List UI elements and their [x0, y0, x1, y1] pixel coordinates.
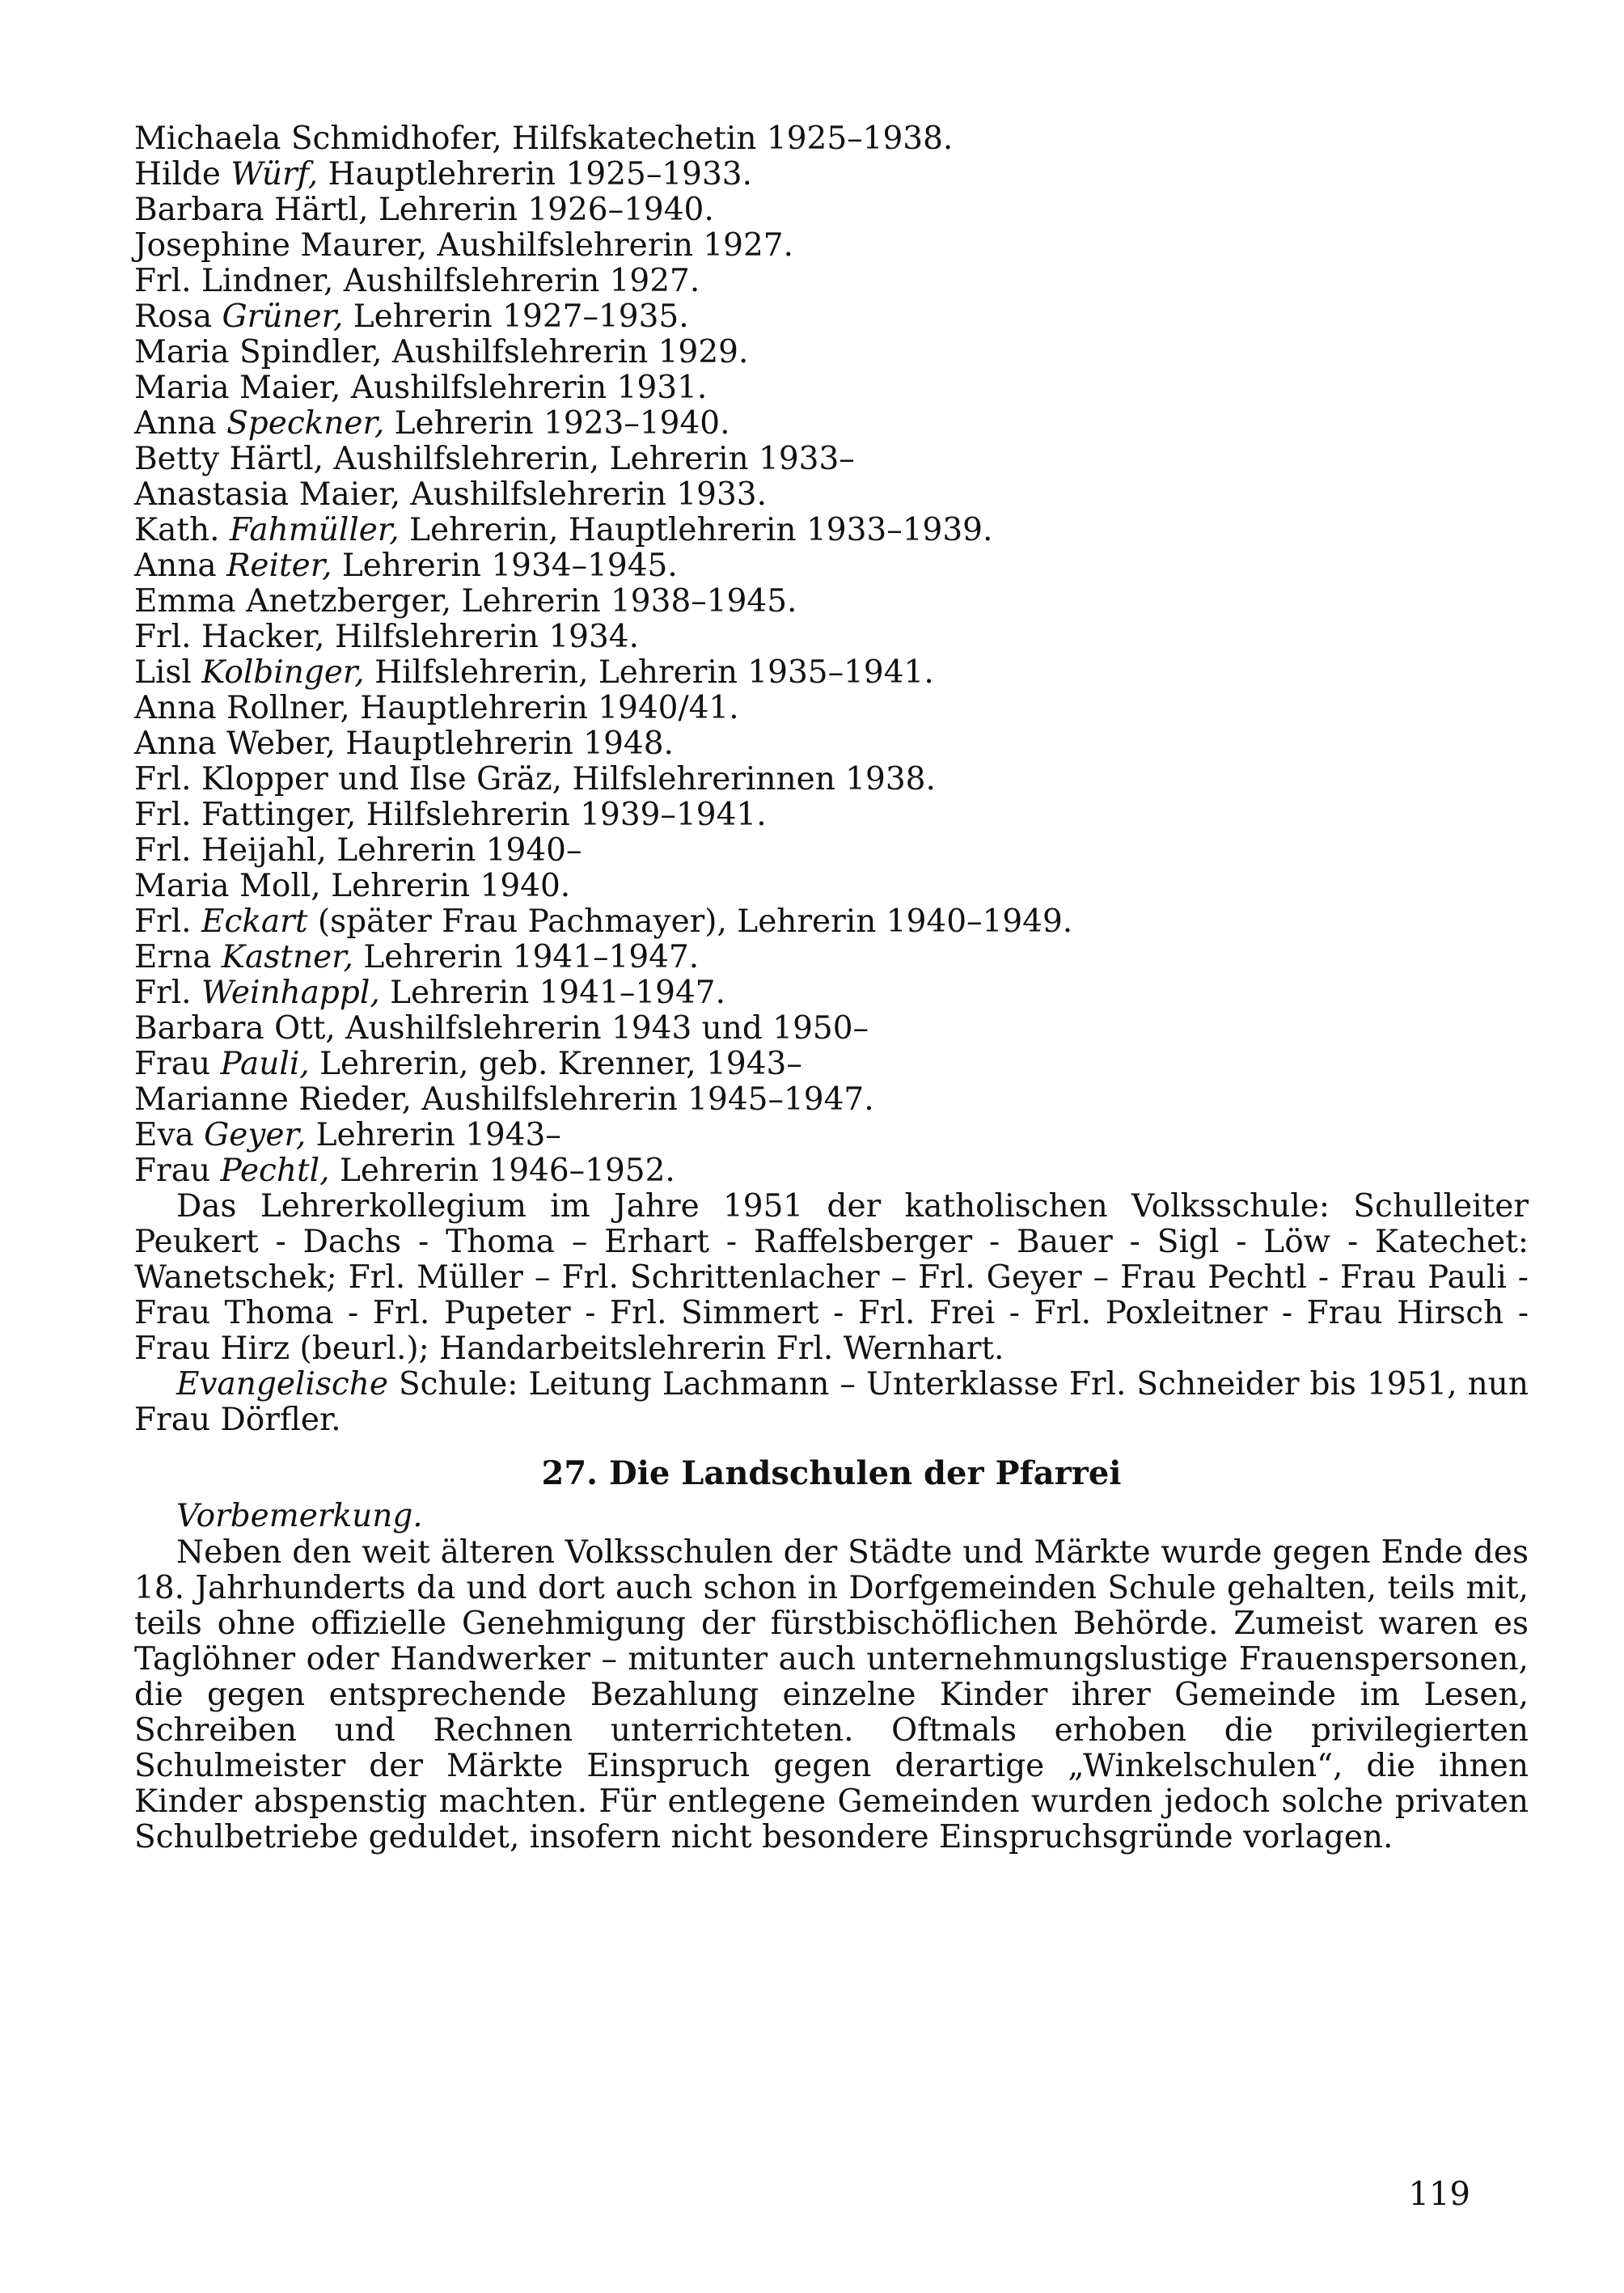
list-item: Anna Speckner, Lehrerin 1923–1940. — [134, 405, 730, 442]
list-item: Frl. Klopper und Ilse Gräz, Hilfslehrerinnen 1938. — [134, 761, 936, 797]
page-number: 119 — [1408, 2176, 1470, 2213]
list-item: Frau Pauli, Lehrerin, geb. Krenner, 1943– — [134, 1046, 802, 1082]
teacher-list — [134, 121, 1529, 1189]
list-item: Anastasia Maier, Aushilfslehrerin 1933. — [134, 476, 767, 513]
list-item: Emma Anetzberger, Lehrerin 1938–1945. — [134, 583, 797, 620]
list-item: Anna Rollner, Hauptlehrerin 1940/41. — [134, 690, 739, 726]
page-body — [134, 121, 1529, 1855]
list-item: Marianne Rieder, Aushilfslehrerin 1945–1947. — [134, 1081, 874, 1118]
list-item: Frl. Hacker, Hilfslehrerin 1934. — [134, 619, 640, 655]
list-item: Eva Geyer, Lehrerin 1943– — [134, 1117, 561, 1153]
list-item: Erna Kastner, Lehrerin 1941–1947. — [134, 939, 700, 975]
list-item: Michaela Schmidhofer, Hilfskatechetin 1925–1938. — [134, 121, 954, 157]
list-item: Maria Moll, Lehrerin 1940. — [134, 868, 571, 904]
list-item: Frl. Weinhappl, Lehrerin 1941–1947. — [134, 975, 725, 1011]
list-item: Barbara Härtl, Lehrerin 1926–1940. — [134, 192, 714, 228]
list-item: Anna Weber, Hauptlehrerin 1948. — [134, 726, 674, 762]
kollegium-paragraph: Das Lehrerkollegium im Jahre 1951 der katholischen Volksschule: Schulleiter Peukert - Dachs - Thoma – Erhart - Raffelsberger - Bauer - Sigl - Löw - Katechet: Wanetschek; Frl. Müller – Frl. Schrittenlacher – Frl. Geyer – Frau Pechtl - Frau Pauli - Frau Thoma - Frl. Pupeter - Frl. Simmert - Frl. Frei - Frl. Poxleitner - Frau Hirsch - Frau Hirz (beurl.); Handarbeitslehrerin Frl. Wernhart. — [134, 1188, 1529, 1367]
list-item: Frl. Fattinger, Hilfslehrerin 1939–1941. — [134, 797, 767, 833]
list-item: Maria Maier, Aushilfslehrerin 1931. — [134, 370, 708, 406]
list-item: Rosa Grüner, Lehrerin 1927–1935. — [134, 298, 689, 335]
list-item: Josephine Maurer, Aushilfslehrerin 1927. — [134, 227, 794, 264]
list-item: Frl. Eckart (später Frau Pachmayer), Lehrerin 1940–1949. — [134, 903, 1073, 940]
list-item: Frau Pechtl, Lehrerin 1946–1952. — [134, 1153, 675, 1189]
list-item: Betty Härtl, Aushilfslehrerin, Lehrerin 1933– — [134, 441, 855, 477]
list-item: Anna Reiter, Lehrerin 1934–1945. — [134, 548, 678, 584]
list-item: Lisl Kolbinger, Hilfslehrerin, Lehrerin 1935–1941. — [134, 654, 934, 691]
section-subheading: Vorbemerkung. — [176, 1498, 423, 1534]
list-item: Barbara Ott, Aushilfslehrerin 1943 und 1950– — [134, 1010, 869, 1047]
main-paragraph: Neben den weit älteren Volksschulen der Städte und Märkte wurde gegen Ende des 18. Jahrhunderts da und dort auch schon in Dorfgemeinden Schule gehalten, teils mit, teils ohne offizielle Genehmigung der fürstbischöflichen Behörde. Zumeist waren es Taglöhner oder Handwerker – mitunter auch unternehmungslustige Frauenspersonen, die gegen entsprechende Bezahlung einzelne Kinder ihrer Gemeinde im Lesen, Schreiben und Rechnen unterrichteten. Oftmals erhoben die privilegierten Schulmeister der Märkte Einspruch gegen derartige „Winkelschulen“, die ihnen Kinder abspenstig machten. Für entlegene Gemeinden wurden jedoch solche privaten Schulbetriebe geduldet, insofern nicht besondere Einspruchsgründe vorlagen. — [134, 1534, 1529, 1855]
list-item: Frl. Lindner, Aushilfslehrerin 1927. — [134, 263, 700, 299]
list-item: Frl. Heijahl, Lehrerin 1940– — [134, 832, 582, 869]
list-item: Hilde Würf, Hauptlehrerin 1925–1933. — [134, 156, 752, 192]
section-heading: 27. Die Landschulen der Pfarrei — [541, 1454, 1122, 1492]
evangelische-paragraph: Evangelische Schule: Leitung Lachmann – Unterklasse Frl. Schneider bis 1951, nun Frau Dörfler. — [134, 1366, 1529, 1438]
list-item: Maria Spindler, Aushilfslehrerin 1929. — [134, 334, 749, 370]
evangelische-italic: Evangelische — [176, 1366, 388, 1402]
list-item: Kath. Fahmüller, Lehrerin, Hauptlehrerin 1933–1939. — [134, 512, 993, 548]
